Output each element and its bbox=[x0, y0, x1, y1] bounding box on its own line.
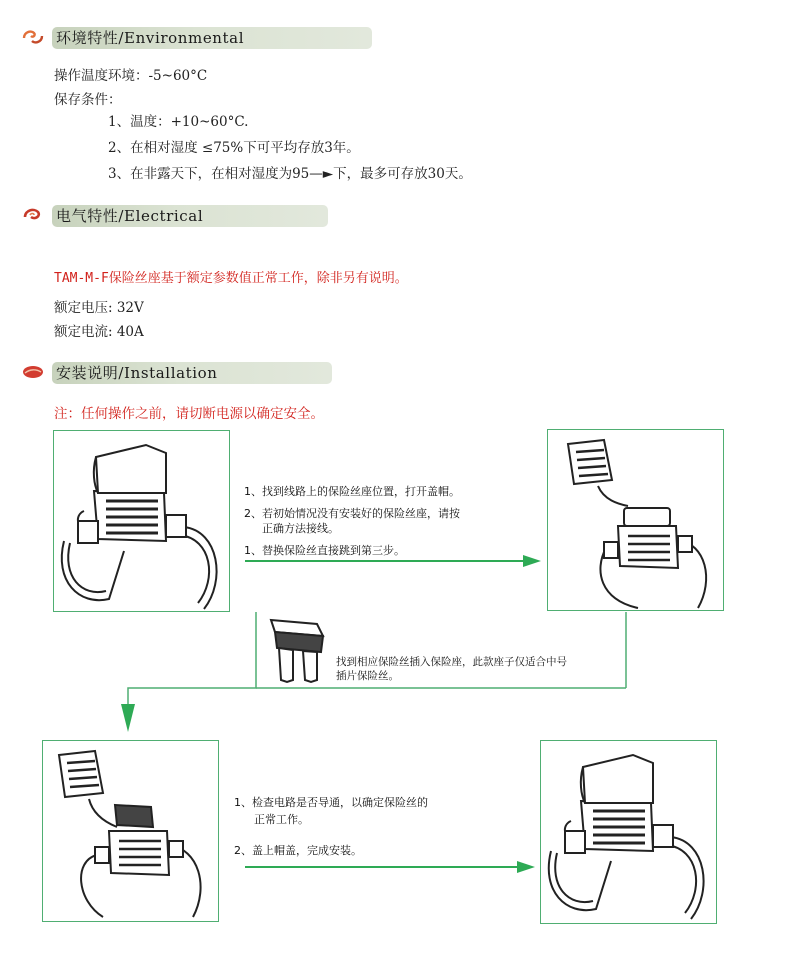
rated-current: 额定电流: 40A bbox=[54, 324, 144, 340]
red-swirl-icon bbox=[22, 207, 44, 223]
step1-line: 2、若初始情况没有安装好的保险丝座，请按 bbox=[244, 507, 460, 520]
section-heading: 电气特性/Electrical bbox=[52, 205, 328, 227]
fuse-holder-closed-image bbox=[541, 741, 716, 923]
storage-condition: 3、在非露天下，在相对湿度为95—►下，最多可存放30天。 bbox=[108, 166, 472, 182]
operating-temp: 操作温度环境：-5~60°C bbox=[54, 68, 208, 84]
section-heading: 环境特性/Environmental bbox=[52, 27, 372, 49]
electrical-note: TAM-M-F保险丝座基于额定参数值正常工作，除非另有说明。 bbox=[54, 271, 408, 286]
step3-line: 1、检查电路是否导通，以确定保险丝的 bbox=[234, 796, 428, 809]
image-box-open-holder bbox=[547, 429, 724, 611]
step1-line: 1、找到线路上的保险丝座位置，打开盖帽。 bbox=[244, 485, 460, 498]
fuse-insert-image bbox=[43, 741, 218, 921]
image-box-insert-fuse bbox=[42, 740, 219, 922]
step1-line: 正确方法接线。 bbox=[262, 522, 339, 535]
step3-line: 正常工作。 bbox=[254, 813, 309, 826]
rated-voltage: 额定电压: 32V bbox=[54, 300, 144, 316]
storage-condition: 2、在相对湿度 ≤75%下可平均存放3年。 bbox=[108, 140, 360, 156]
red-leaf-icon bbox=[22, 364, 44, 380]
connector-lines bbox=[120, 612, 620, 732]
safety-warning: 注：任何操作之前，请切断电源以确定安全。 bbox=[54, 406, 324, 422]
step2-line: 找到相应保险丝插入保险座，此款座子仅适合中号 bbox=[336, 656, 567, 668]
step1-line: 1、替换保险丝直接跳到第三步。 bbox=[244, 544, 405, 557]
section-heading: 安装说明/Installation bbox=[52, 362, 332, 384]
step3-line: 2、盖上帽盖，完成安装。 bbox=[234, 844, 362, 857]
fuse-holder-closed-image bbox=[54, 431, 229, 611]
image-box-closed-holder bbox=[53, 430, 230, 612]
image-box-closed-holder-final bbox=[540, 740, 717, 924]
orange-swirl-icon bbox=[22, 29, 44, 45]
arrow-right-icon bbox=[245, 861, 545, 873]
fuse-holder-open-image bbox=[548, 430, 723, 610]
step2-line: 插片保险丝。 bbox=[336, 670, 399, 682]
storage-title: 保存条件： bbox=[54, 92, 122, 108]
arrow-right-icon bbox=[245, 555, 545, 567]
storage-condition: 1、温度：+10~60°C. bbox=[108, 114, 249, 130]
